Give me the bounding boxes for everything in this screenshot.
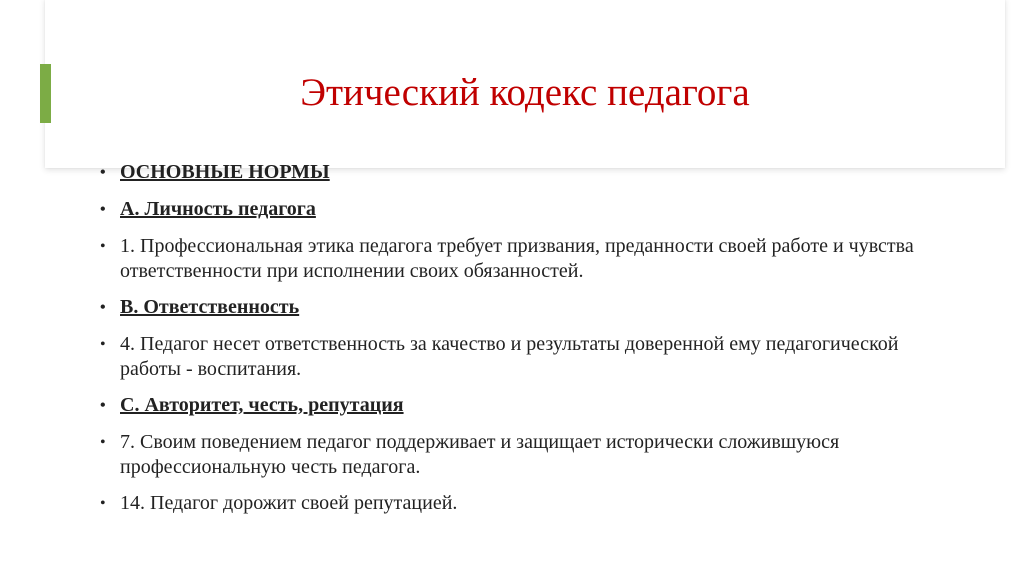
item-text: 1. Профессиональная этика педагога требует призвания, преданности своей работе и чувства ответственности при исполнении своих обязанностей. [120,235,914,282]
item-text: 7. Своим поведением педагог поддерживает и защищает исторически сложившуюся профессиональную честь педагога. [120,431,840,478]
list-item-heading [100,393,920,418]
item-text: ОСНОВНЫЕ НОРМЫ [120,161,330,183]
item-text: 4. Педагог несет ответственность за качество и результаты доверенной ему педагогической работы - воспитания. [120,333,899,380]
bullet-icon: • [100,201,106,218]
list-item [100,491,920,516]
bullet-icon: • [100,238,106,255]
item-text: 14. Педагог дорожит своей репутацией. [120,492,458,514]
list-item-heading [100,295,920,320]
slide-title: Этический кодекс педагога [300,71,750,114]
bullet-list [100,160,920,527]
item-text: С. Авторитет, честь, репутация [120,394,404,416]
list-item [100,430,920,480]
bullet-icon: • [100,397,106,414]
list-item [100,332,920,382]
bullet-icon: • [100,299,106,316]
bullet-icon: • [100,495,106,512]
bullet-icon: • [100,336,106,353]
bullet-icon: • [100,434,106,451]
item-text: В. Ответственность [120,296,300,318]
item-text: А. Личность педагога [120,198,316,220]
list-item-heading [100,160,920,185]
list-item-heading [100,197,920,222]
bullet-icon: • [100,164,106,181]
list-item [100,234,920,284]
